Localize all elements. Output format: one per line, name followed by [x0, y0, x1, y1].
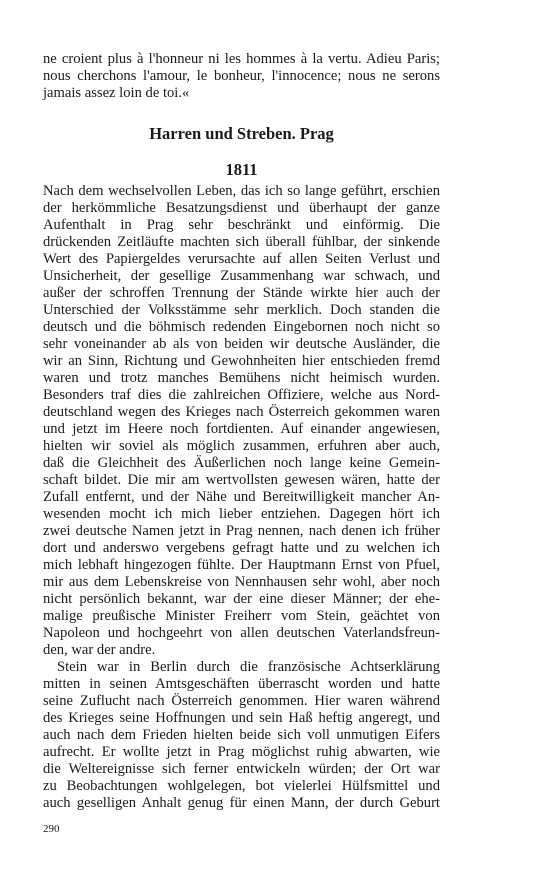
- text-line: drückenden Zeitläufte machten sich überall fühlbar, der sinkende: [43, 234, 440, 250]
- text-line: Nach dem wechselvollen Leben, das ich so lange geführt, erschien: [43, 183, 440, 199]
- text-line: die Weltereignisse sich ferner entwickeln würden; der Ort war: [43, 761, 440, 777]
- text-line: dort und anderswo vergebens gefragt hatte und zu welchen ich: [43, 540, 440, 556]
- text-line: auch geselligen Anhalt genug für einen Mann, der durch Geburt: [43, 795, 440, 811]
- text-line: zu Beobachtungen wohlgelegen, bot vielerlei Hülfsmittel und: [43, 778, 440, 794]
- text-line: seine Zuflucht nach Österreich genommen. Hier waren während: [43, 693, 440, 709]
- text-line: schaft bildet. Die mir am wertvollsten gewesen wären, hatte der: [43, 472, 440, 488]
- text-line: Unterschied der Volksstämme sehr merklich. Doch standen die: [43, 302, 440, 318]
- chapter-title: Harren und Streben. Prag: [149, 124, 334, 143]
- page-number: 290: [43, 823, 60, 835]
- text-line: Stein war in Berlin durch die französische Achtserklärung: [57, 659, 440, 675]
- text-line: den, war der andre.: [43, 642, 156, 658]
- text-line: ne croient plus à l'honneur ni les hommes à la vertu. Adieu Paris;: [43, 51, 440, 67]
- text-line: Aufenthalt in Prag sehr beschränkt und einförmig. Die: [43, 217, 440, 233]
- text-line: des Krieges seine Hoffnungen und sein Haß heftig angeregt, und: [43, 710, 440, 726]
- text-line: nicht persönlich bekannt, war der eine dieser Männer; der ehe-: [43, 591, 440, 607]
- text-line: Napoleon und hochgeehrt von allen deutschen Vaterlandsfreun-: [43, 625, 440, 641]
- book-page: [43, 0, 440, 880]
- text-line: Unsicherheit, der gesellige Zusammenhang war schwach, und: [43, 268, 440, 284]
- text-line: mitten in seinen Amtsgeschäften überrascht worden und hatte: [43, 676, 440, 692]
- text-line: der herkömmliche Besatzungsdienst und überhaupt der ganze: [43, 200, 440, 216]
- text-line: nous cherchons l'amour, le bonheur, l'innocence; nous ne serons: [43, 68, 440, 84]
- text-line: Wert des Papiergeldes verursachte auf allen Seiten Verlust und: [43, 251, 440, 267]
- text-line: Besonders traf dies die zahlreichen Offiziere, welche aus Nord-: [43, 387, 440, 403]
- text-line: und jetzt im Heere noch fortdienten. Auf einander angewiesen,: [43, 421, 440, 437]
- text-line: zwei deutsche Namen jetzt in Prag nennen, nach denen ich früher: [43, 523, 440, 539]
- text-line: Zufall entfernt, und der Nähe und Bereitwilligkeit mancher An-: [43, 489, 440, 505]
- text-line: aufrecht. Er wollte jetzt in Prag möglichst ruhig abwarten, wie: [43, 744, 440, 760]
- text-line: sehr voneinander ab als von beiden wir deutsche Ausländer, die: [43, 336, 440, 352]
- text-line: mich lebhaft hingezogen fühlte. Der Hauptmann Ernst von Pfuel,: [43, 557, 440, 573]
- chapter-year: 1811: [225, 160, 258, 179]
- text-line: deutschland wegen des Krieges nach Österreich gekommen waren: [43, 404, 440, 420]
- text-line: mir aus dem Lebenskreise von Nennhausen sehr wohl, aber noch: [43, 574, 440, 590]
- text-line: wir an Sinn, Richtung und Gewohnheiten hier entschieden fremd: [43, 353, 440, 369]
- text-line: malige preußische Minister Freiherr vom Stein, geächtet von: [43, 608, 440, 624]
- text-line: hielten wir soviel als möglich zusammen, erfuhren aber auch,: [43, 438, 440, 454]
- text-line: wesenden mocht ich mich lieber entziehen. Dagegen hört ich: [43, 506, 440, 522]
- text-line: außer der schroffen Trennung der Stände wirkte hier auch der: [43, 285, 440, 301]
- text-line: deutsch und die böhmisch redenden Eingebornen noch nicht so: [43, 319, 440, 335]
- text-line: auch nach dem Frieden hielten beide sich voll unmutigen Eifers: [43, 727, 440, 743]
- text-line: waren und trotz manches Bemühens nicht heimisch wurden.: [43, 370, 440, 386]
- text-line: jamais assez loin de toi.«: [43, 85, 190, 101]
- text-line: daß die Gleichheit des Äußerlichen noch lange keine Gemein-: [43, 455, 440, 471]
